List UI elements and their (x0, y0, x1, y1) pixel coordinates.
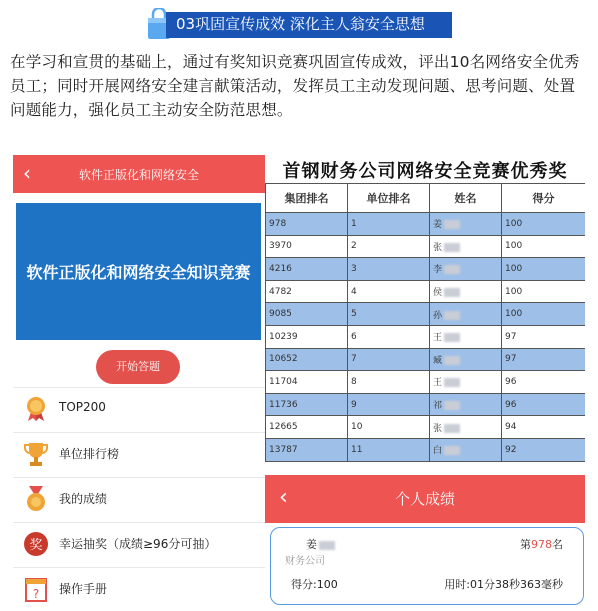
table-cell-score: 100 (502, 235, 586, 258)
app-header (13, 155, 265, 193)
table-cell-group-rank: 9085 (266, 303, 348, 326)
table-cell-group-rank: 3970 (266, 235, 348, 258)
table-cell-name: 王 (430, 371, 502, 394)
table-cell-group-rank: 11736 (266, 393, 348, 416)
table-cell-unit-rank: 9 (348, 393, 430, 416)
table-cell-name: 张 (430, 235, 502, 258)
personal-header (265, 475, 585, 523)
table-cell-name: 祁 (430, 393, 502, 416)
prize-icon (23, 531, 49, 557)
table-cell-score: 94 (502, 416, 586, 439)
table-row (266, 393, 586, 416)
table-cell-unit-rank: 8 (348, 371, 430, 394)
table-row (266, 371, 586, 394)
intro-paragraph: 在学习和宣贯的基础上，通过有奖知识竞赛巩固宣传成效，评出10名网络安全优秀员工；同时开展网络安全建言献策活动，发挥员工主动发现问题、思考问题、处置问题能力，强化员工主动安全防范思想。 (10, 53, 580, 119)
menu-label: 操作手册 (59, 582, 108, 596)
table-cell-name: 白 (430, 438, 502, 461)
table-cell-score: 97 (502, 325, 586, 348)
table-cell-score: 100 (502, 213, 586, 236)
table-cell-name: 臧 (430, 348, 502, 371)
redacted-name (444, 356, 460, 365)
table-cell-unit-rank: 4 (348, 280, 430, 303)
table-cell-name: 李 (430, 258, 502, 281)
user-time: 用时:01分38秒363毫秒 (444, 578, 563, 591)
table-row (266, 235, 586, 258)
menu-item-lucky-draw[interactable] (13, 522, 265, 567)
redacted-name (444, 311, 460, 320)
back-icon[interactable]: ‹ (23, 161, 31, 185)
redacted-name (444, 401, 460, 410)
section-banner (146, 8, 452, 38)
redacted-name (444, 265, 460, 274)
column-header: 姓名 (430, 184, 502, 213)
column-header: 得分 (502, 184, 586, 213)
table-cell-unit-rank: 3 (348, 258, 430, 281)
table-row (266, 258, 586, 281)
table-cell-name: 张 (430, 416, 502, 439)
medal-icon (23, 396, 49, 422)
trophy-icon (23, 441, 49, 467)
redacted-name (444, 446, 460, 455)
table-cell-score: 100 (502, 258, 586, 281)
column-header: 单位排名 (348, 184, 430, 213)
user-company: 财务公司 (285, 556, 325, 567)
table-cell-unit-rank: 5 (348, 303, 430, 326)
personal-score-card (270, 527, 584, 605)
user-rank: 第978名 (520, 538, 563, 551)
table-header-row (266, 184, 586, 213)
quiz-app-screenshot (13, 155, 265, 607)
menu-item-top200[interactable] (13, 387, 265, 432)
ranking-table (265, 183, 585, 462)
svg-text:?: ? (32, 587, 40, 601)
table-cell-score: 92 (502, 438, 586, 461)
redacted-name (444, 220, 460, 229)
redacted-name (444, 333, 460, 342)
table-row (266, 325, 586, 348)
table-row (266, 438, 586, 461)
svg-text:奖: 奖 (29, 538, 43, 553)
table-row (266, 416, 586, 439)
table-cell-score: 97 (502, 348, 586, 371)
menu-label: TOP200 (59, 400, 106, 414)
redacted-name (444, 243, 460, 252)
table-cell-unit-rank: 1 (348, 213, 430, 236)
menu-item-manual[interactable] (13, 567, 265, 607)
table-cell-group-rank: 13787 (266, 438, 348, 461)
table-cell-score: 96 (502, 371, 586, 394)
table-cell-group-rank: 12665 (266, 416, 348, 439)
table-cell-unit-rank: 7 (348, 348, 430, 371)
table-cell-score: 100 (502, 303, 586, 326)
quiz-banner-card (16, 203, 261, 340)
table-cell-group-rank: 4216 (266, 258, 348, 281)
menu-item-my-score[interactable] (13, 477, 265, 522)
table-cell-name: 王 (430, 325, 502, 348)
table-cell-group-rank: 10652 (266, 348, 348, 371)
banner-title: 03巩固宣传成效 深化主人翁安全思想 (176, 15, 425, 33)
back-icon[interactable]: ‹ (279, 485, 288, 510)
manual-icon (23, 576, 49, 602)
app-header-title: 软件正版化和网络安全 (78, 168, 199, 182)
table-cell-group-rank: 978 (266, 213, 348, 236)
redacted-name (319, 541, 335, 550)
menu-item-unit-ranking[interactable] (13, 432, 265, 477)
ranking-screenshot (265, 155, 585, 611)
personal-header-title: 个人成绩 (394, 490, 455, 508)
column-header: 集团排名 (266, 184, 348, 213)
ranking-title: 首钢财务公司网络安全竞赛优秀奖 (282, 161, 568, 182)
user-name: 姜 (306, 536, 335, 552)
redacted-name (444, 424, 460, 433)
table-cell-unit-rank: 6 (348, 325, 430, 348)
table-cell-name: 侯 (430, 280, 502, 303)
table-cell-score: 96 (502, 393, 586, 416)
app-menu (13, 387, 265, 607)
table-row (266, 303, 586, 326)
table-cell-name: 姜 (430, 213, 502, 236)
menu-label: 我的成绩 (59, 492, 108, 506)
start-quiz-button[interactable]: 开始答题 (96, 350, 180, 384)
table-cell-unit-rank: 10 (348, 416, 430, 439)
menu-label: 单位排行榜 (59, 447, 120, 461)
table-cell-name: 孙 (430, 303, 502, 326)
ribbon-medal-icon (23, 486, 49, 512)
table-row (266, 213, 586, 236)
user-score: 得分:100 (291, 578, 338, 591)
table-row (266, 280, 586, 303)
redacted-name (444, 378, 460, 387)
table-cell-unit-rank: 2 (348, 235, 430, 258)
table-row (266, 348, 586, 371)
table-cell-group-rank: 10239 (266, 325, 348, 348)
redacted-name (444, 288, 460, 297)
table-cell-unit-rank: 11 (348, 438, 430, 461)
quiz-banner-text: 软件正版化和网络安全知识竞赛 (26, 263, 251, 282)
table-cell-score: 100 (502, 280, 586, 303)
table-cell-group-rank: 11704 (266, 371, 348, 394)
table-cell-group-rank: 4782 (266, 280, 348, 303)
menu-label: 幸运抽奖（成绩≥96分可抽） (59, 537, 217, 551)
